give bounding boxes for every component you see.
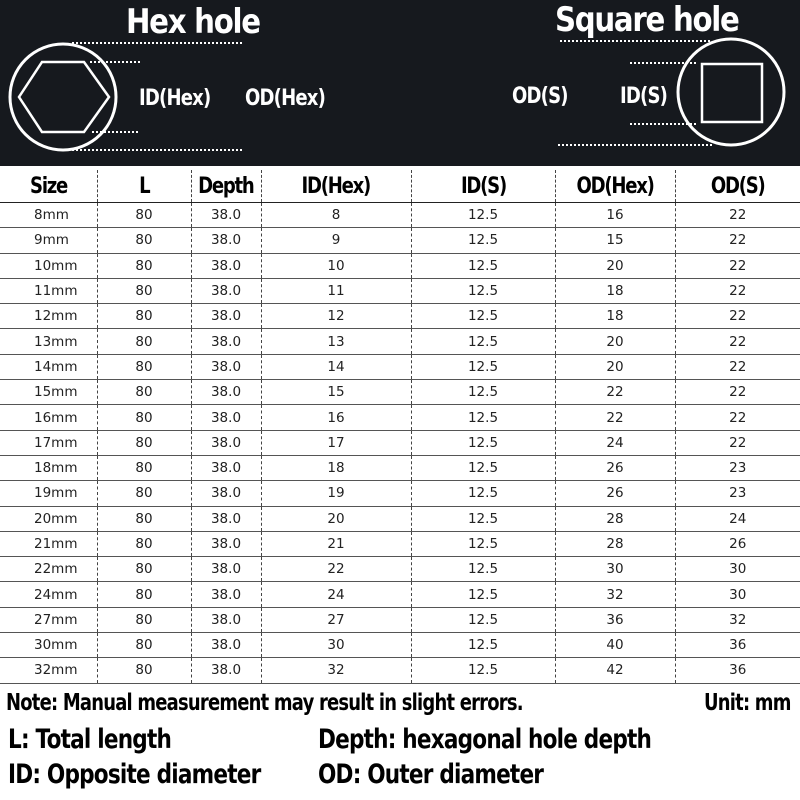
id-hex-cell: 20 bbox=[261, 506, 411, 531]
table-row bbox=[0, 658, 800, 683]
table-body bbox=[0, 203, 800, 684]
id-square-cell: 12.5 bbox=[411, 607, 555, 632]
depth-cell: 38.0 bbox=[191, 380, 261, 405]
unit-note: Unit: mm bbox=[704, 690, 791, 716]
measurement-note: Note: Manual measurement may result in slight errors. bbox=[6, 690, 523, 716]
length-cell: 80 bbox=[97, 557, 191, 582]
length-cell: 80 bbox=[97, 582, 191, 607]
id-hex-cell: 11 bbox=[261, 278, 411, 303]
column-header-od-square: OD(S) bbox=[675, 170, 800, 203]
depth-cell: 38.0 bbox=[191, 658, 261, 683]
id-square-cell: 12.5 bbox=[411, 455, 555, 480]
table-row bbox=[0, 304, 800, 329]
size-cell: 18mm bbox=[0, 455, 97, 480]
id-hex-cell: 24 bbox=[261, 582, 411, 607]
length-cell: 80 bbox=[97, 405, 191, 430]
id-hex-cell: 19 bbox=[261, 481, 411, 506]
size-cell: 21mm bbox=[0, 531, 97, 556]
id-definition: ID: Opposite diameter bbox=[8, 759, 261, 790]
length-cell: 80 bbox=[97, 455, 191, 480]
table-row bbox=[0, 430, 800, 455]
od-square-cell: 22 bbox=[675, 380, 800, 405]
depth-cell: 38.0 bbox=[191, 430, 261, 455]
table-row bbox=[0, 253, 800, 278]
depth-cell: 38.0 bbox=[191, 304, 261, 329]
column-header-size: Size bbox=[0, 170, 97, 203]
od-hex-cell: 30 bbox=[555, 557, 675, 582]
column-header-depth: Depth bbox=[191, 170, 261, 203]
od-square-cell: 22 bbox=[675, 329, 800, 354]
size-cell: 16mm bbox=[0, 405, 97, 430]
depth-cell: 38.0 bbox=[191, 531, 261, 556]
size-cell: 32mm bbox=[0, 658, 97, 683]
od-hex-cell: 24 bbox=[555, 430, 675, 455]
id-square-cell: 12.5 bbox=[411, 506, 555, 531]
table-row bbox=[0, 329, 800, 354]
id-hex-cell: 32 bbox=[261, 658, 411, 683]
diagram-header bbox=[0, 0, 800, 166]
id-square-cell: 12.5 bbox=[411, 557, 555, 582]
od-hex-cell: 20 bbox=[555, 253, 675, 278]
table-row bbox=[0, 557, 800, 582]
table-row bbox=[0, 354, 800, 379]
id-square-cell: 12.5 bbox=[411, 329, 555, 354]
size-cell: 9mm bbox=[0, 228, 97, 253]
od-hex-cell: 15 bbox=[555, 228, 675, 253]
od-square-cell: 22 bbox=[675, 405, 800, 430]
od-square-cell: 22 bbox=[675, 253, 800, 278]
od-square-cell: 30 bbox=[675, 582, 800, 607]
id-square-cell: 12.5 bbox=[411, 430, 555, 455]
id-hex-cell: 22 bbox=[261, 557, 411, 582]
od-hex-cell: 26 bbox=[555, 455, 675, 480]
od-hex-cell: 42 bbox=[555, 658, 675, 683]
id-square-cell: 12.5 bbox=[411, 481, 555, 506]
id-hex-cell: 30 bbox=[261, 633, 411, 658]
square-hole-icon bbox=[558, 39, 784, 145]
od-square-cell: 36 bbox=[675, 658, 800, 683]
length-cell: 80 bbox=[97, 304, 191, 329]
od-hex-cell: 20 bbox=[555, 354, 675, 379]
id-square-cell: 12.5 bbox=[411, 658, 555, 683]
size-cell: 20mm bbox=[0, 506, 97, 531]
od-hex-cell: 40 bbox=[555, 633, 675, 658]
od-hex-cell: 36 bbox=[555, 607, 675, 632]
od-hex-cell: 16 bbox=[555, 203, 675, 228]
size-cell: 15mm bbox=[0, 380, 97, 405]
hex-od-label: OD(Hex) bbox=[245, 86, 326, 111]
depth-cell: 38.0 bbox=[191, 506, 261, 531]
length-cell: 80 bbox=[97, 253, 191, 278]
depth-cell: 38.0 bbox=[191, 607, 261, 632]
length-cell: 80 bbox=[97, 658, 191, 683]
length-cell: 80 bbox=[97, 380, 191, 405]
table-row bbox=[0, 380, 800, 405]
od-square-cell: 22 bbox=[675, 228, 800, 253]
id-hex-cell: 13 bbox=[261, 329, 411, 354]
length-cell: 80 bbox=[97, 481, 191, 506]
depth-cell: 38.0 bbox=[191, 633, 261, 658]
od-hex-cell: 18 bbox=[555, 278, 675, 303]
id-hex-cell: 12 bbox=[261, 304, 411, 329]
size-cell: 30mm bbox=[0, 633, 97, 658]
length-cell: 80 bbox=[97, 430, 191, 455]
table-row bbox=[0, 633, 800, 658]
od-square-cell: 36 bbox=[675, 633, 800, 658]
size-cell: 22mm bbox=[0, 557, 97, 582]
size-cell: 12mm bbox=[0, 304, 97, 329]
depth-cell: 38.0 bbox=[191, 405, 261, 430]
depth-cell: 38.0 bbox=[191, 278, 261, 303]
size-cell: 17mm bbox=[0, 430, 97, 455]
id-hex-cell: 17 bbox=[261, 430, 411, 455]
table-row bbox=[0, 203, 800, 228]
od-hex-cell: 32 bbox=[555, 582, 675, 607]
hex-id-label: ID(Hex) bbox=[139, 86, 211, 111]
column-header-length: L bbox=[97, 170, 191, 203]
od-square-cell: 22 bbox=[675, 278, 800, 303]
od-square-cell: 24 bbox=[675, 506, 800, 531]
spec-table bbox=[0, 170, 800, 684]
od-hex-cell: 22 bbox=[555, 405, 675, 430]
table-row bbox=[0, 278, 800, 303]
od-square-cell: 23 bbox=[675, 481, 800, 506]
od-hex-cell: 28 bbox=[555, 506, 675, 531]
id-square-cell: 12.5 bbox=[411, 203, 555, 228]
length-cell: 80 bbox=[97, 203, 191, 228]
od-hex-cell: 22 bbox=[555, 380, 675, 405]
id-square-cell: 12.5 bbox=[411, 278, 555, 303]
id-hex-cell: 10 bbox=[261, 253, 411, 278]
size-cell: 19mm bbox=[0, 481, 97, 506]
table-row bbox=[0, 455, 800, 480]
size-cell: 8mm bbox=[0, 203, 97, 228]
length-cell: 80 bbox=[97, 607, 191, 632]
od-hex-cell: 26 bbox=[555, 481, 675, 506]
od-hex-cell: 28 bbox=[555, 531, 675, 556]
od-hex-cell: 20 bbox=[555, 329, 675, 354]
id-hex-cell: 18 bbox=[261, 455, 411, 480]
depth-cell: 38.0 bbox=[191, 582, 261, 607]
depth-cell: 38.0 bbox=[191, 481, 261, 506]
id-square-cell: 12.5 bbox=[411, 633, 555, 658]
depth-cell: 38.0 bbox=[191, 557, 261, 582]
id-hex-cell: 27 bbox=[261, 607, 411, 632]
od-square-cell: 22 bbox=[675, 354, 800, 379]
table-row bbox=[0, 607, 800, 632]
length-cell: 80 bbox=[97, 531, 191, 556]
id-hex-cell: 15 bbox=[261, 380, 411, 405]
length-cell: 80 bbox=[97, 354, 191, 379]
id-square-cell: 12.5 bbox=[411, 405, 555, 430]
od-square-cell: 22 bbox=[675, 430, 800, 455]
size-cell: 14mm bbox=[0, 354, 97, 379]
depth-cell: 38.0 bbox=[191, 455, 261, 480]
length-cell: 80 bbox=[97, 228, 191, 253]
depth-definition: Depth: hexagonal hole depth bbox=[318, 724, 652, 755]
size-cell: 13mm bbox=[0, 329, 97, 354]
id-square-cell: 12.5 bbox=[411, 304, 555, 329]
id-square-cell: 12.5 bbox=[411, 380, 555, 405]
table-header-row bbox=[0, 170, 800, 203]
depth-cell: 38.0 bbox=[191, 228, 261, 253]
table-row bbox=[0, 228, 800, 253]
id-hex-cell: 8 bbox=[261, 203, 411, 228]
size-cell: 10mm bbox=[0, 253, 97, 278]
length-cell: 80 bbox=[97, 506, 191, 531]
table-row bbox=[0, 481, 800, 506]
hex-hole-title: Hex hole bbox=[126, 2, 260, 42]
size-cell: 27mm bbox=[0, 607, 97, 632]
id-square-cell: 12.5 bbox=[411, 354, 555, 379]
length-cell: 80 bbox=[97, 329, 191, 354]
id-hex-cell: 9 bbox=[261, 228, 411, 253]
od-square-cell: 22 bbox=[675, 203, 800, 228]
od-square-cell: 23 bbox=[675, 455, 800, 480]
od-square-cell: 22 bbox=[675, 304, 800, 329]
table-row bbox=[0, 582, 800, 607]
column-header-od-hex: OD(Hex) bbox=[555, 170, 675, 203]
id-square-cell: 12.5 bbox=[411, 582, 555, 607]
depth-cell: 38.0 bbox=[191, 253, 261, 278]
square-hole-title: Square hole bbox=[555, 0, 739, 40]
table-row bbox=[0, 531, 800, 556]
column-header-id-hex: ID(Hex) bbox=[261, 170, 411, 203]
square-od-label: OD(S) bbox=[512, 84, 568, 109]
length-definition: L: Total length bbox=[8, 724, 172, 755]
square-id-label: ID(S) bbox=[620, 84, 668, 109]
id-square-cell: 12.5 bbox=[411, 531, 555, 556]
table-row bbox=[0, 405, 800, 430]
id-square-cell: 12.5 bbox=[411, 228, 555, 253]
size-cell: 11mm bbox=[0, 278, 97, 303]
length-cell: 80 bbox=[97, 633, 191, 658]
od-square-cell: 30 bbox=[675, 557, 800, 582]
od-definition: OD: Outer diameter bbox=[318, 759, 544, 790]
depth-cell: 38.0 bbox=[191, 203, 261, 228]
column-header-id-square: ID(S) bbox=[411, 170, 555, 203]
table-row bbox=[0, 506, 800, 531]
id-hex-cell: 21 bbox=[261, 531, 411, 556]
depth-cell: 38.0 bbox=[191, 354, 261, 379]
od-square-cell: 26 bbox=[675, 531, 800, 556]
od-hex-cell: 18 bbox=[555, 304, 675, 329]
length-cell: 80 bbox=[97, 278, 191, 303]
id-hex-cell: 16 bbox=[261, 405, 411, 430]
id-hex-cell: 14 bbox=[261, 354, 411, 379]
id-square-cell: 12.5 bbox=[411, 253, 555, 278]
depth-cell: 38.0 bbox=[191, 329, 261, 354]
size-cell: 24mm bbox=[0, 582, 97, 607]
od-square-cell: 32 bbox=[675, 607, 800, 632]
